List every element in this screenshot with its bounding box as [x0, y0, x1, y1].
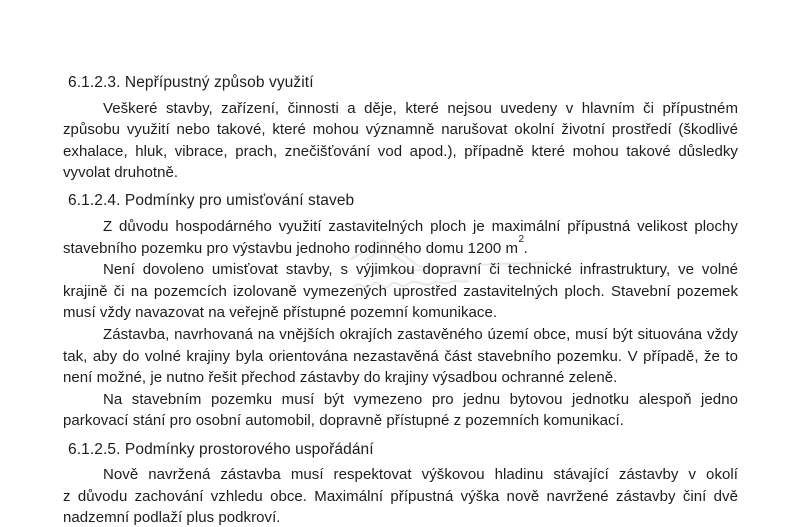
text-segment: . [523, 239, 528, 257]
section-heading: 6.1.2.3. Nepřípustný způsob využití [68, 74, 314, 91]
text-line: Nově navržená zástavba musí respektovat výškovou hladinu stávající zástavby v okolí [103, 466, 738, 484]
section-heading: 6.1.2.4. Podmínky pro umisťování staveb [68, 192, 355, 210]
text-line: není možné, je nutno řešit přechod zástavby do krajiny výsadbou ochranné zeleně. [63, 369, 618, 387]
text-line [63, 233, 738, 260]
paragraph [63, 464, 738, 527]
paragraph [63, 259, 738, 324]
text-line: tak, aby do volné krajiny byla orientována nezastavěná část stavebního pozemku. V případě, že to [63, 347, 738, 365]
text-segment: stavebního pozemku pro výstavbu jednoho rodinného domu 1200 m [63, 239, 519, 257]
text-line: Z důvodu hospodárného využití zastavitelných ploch je maximální přípustná velikost plochy [103, 218, 738, 236]
document-content [63, 72, 738, 527]
text-line: musí vždy navazovat na veřejně přístupné pozemní komunikace. [63, 304, 498, 322]
paragraph [63, 216, 738, 259]
text-line: Veškeré stavby, zařízení, činnosti a děje, které nejsou uvedeny v hlavním či přípustném [103, 99, 738, 117]
text-line: krajině či na pozemcích izolovaně vymezených uprostřed zastavitelných ploch. Stavební pozemek [63, 282, 738, 300]
paragraph [63, 98, 738, 184]
text-line: Na stavebním pozemku musí být vymezeno pro jednu bytovou jednotku alespoň jedno [103, 390, 738, 408]
text-line: nadzemní podlaží plus podkroví. [63, 509, 281, 527]
text-line: parkovací stání pro osobní automobil, dopravně přístupné z pozemních komunikací. [63, 412, 624, 430]
text-line: Zástavba, navrhovaná na vnějších okrajích zastavěného území obce, musí být situována vždy [103, 326, 738, 344]
superscript: 2 [518, 233, 525, 245]
text-line: Není dovoleno umisťovat stavby, s výjimkou dopravní či technické infrastruktury, ve volné [103, 261, 738, 279]
paragraph [63, 324, 738, 389]
section-heading: 6.1.2.5. Podmínky prostorového uspořádání [68, 440, 374, 458]
text-line: vyvolat druhotně. [63, 164, 179, 182]
paragraph [63, 389, 738, 432]
text-line: z důvodu zachování vzhledu obce. Maximální přípustná výška nově navržené zástavby činí dvě [63, 487, 738, 505]
text-line: exhalace, hluk, vibrace, prach, znečišťování vod apod.), případně které mohou takové důsledky [63, 142, 738, 160]
text-line: způsobu využití nebo takové, které mohou významně narušovat okolní životní prostředí (škodlivé [63, 121, 738, 139]
